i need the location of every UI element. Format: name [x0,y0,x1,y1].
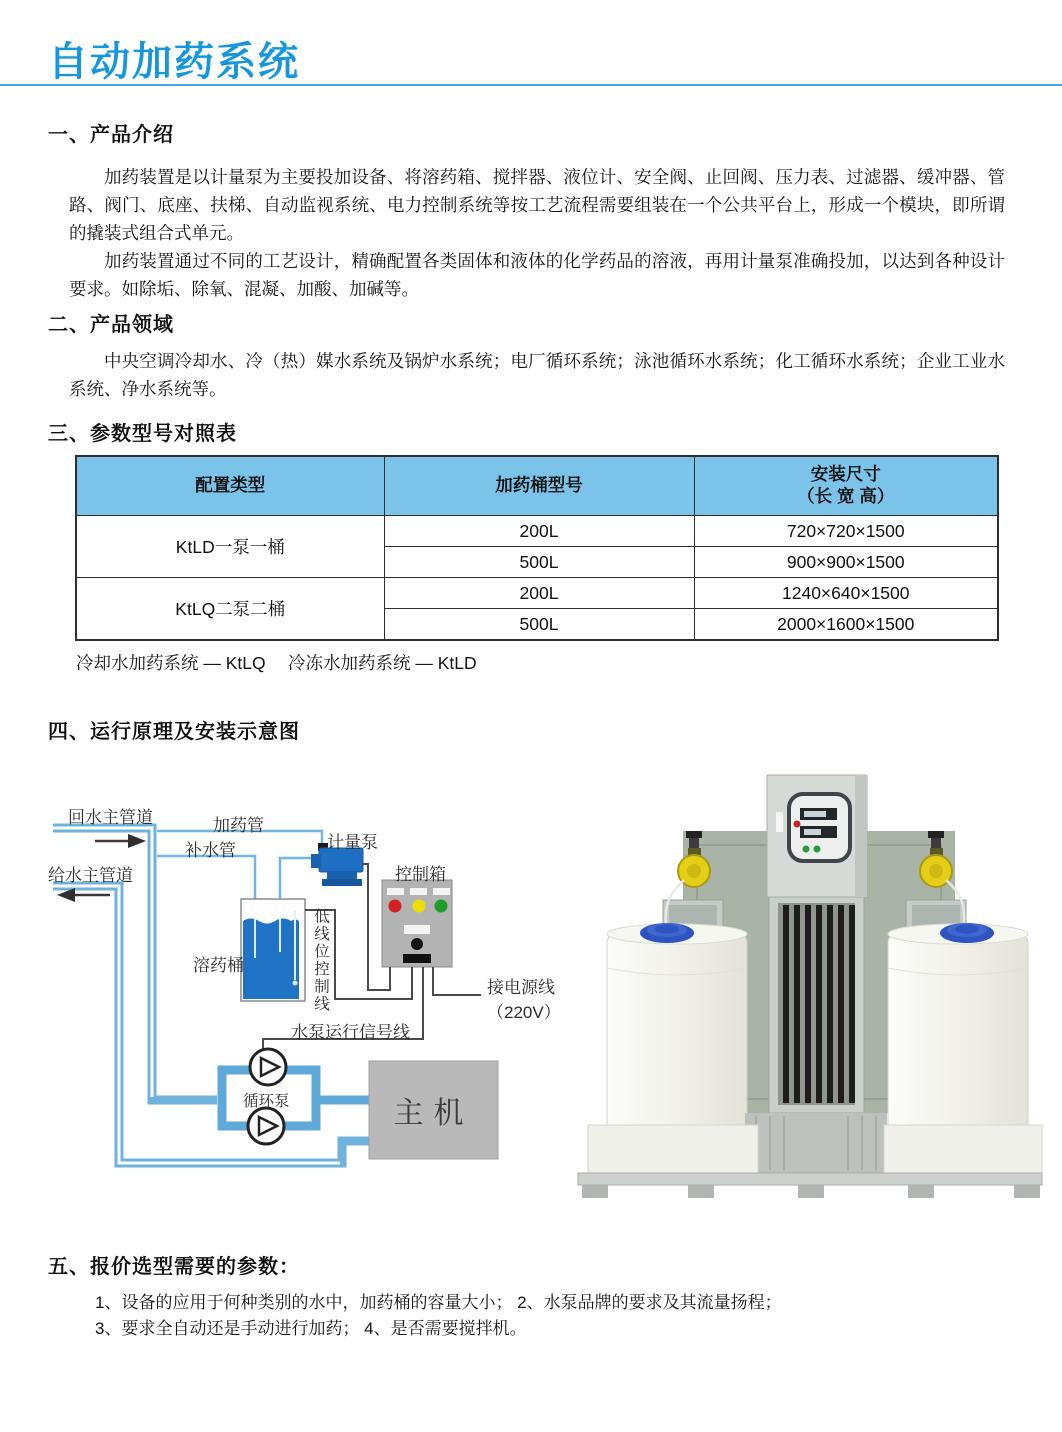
table-row [76,516,998,547]
section5-line-1: 1、设备的应用于何种类别的水中，加药桶的容量大小； 2、水泵品牌的要求及其流量扬程； [95,1293,782,1312]
cell-model: 500L [384,547,694,578]
label-supply-main: 给水主管道 [48,866,133,885]
cell-size: 720×720×1500 [694,516,998,547]
label-low-level-line: 低线位控制线 [312,908,329,1013]
spec-table-header-row [76,456,998,516]
header-tank-model: 加药桶型号 [384,456,694,516]
indicator-red [389,900,402,913]
title-divider [0,84,1062,86]
spec-table [75,455,999,641]
indicator-green [435,900,448,913]
label-power-line [487,975,561,1025]
dissolving-tank [241,899,305,1001]
label-metering-pump: 计量泵 [327,833,378,852]
section2-heading: 二、产品领域 [48,314,174,336]
label-makeup-pipe: 补水管 [185,841,236,860]
header-install-size [694,456,998,516]
control-box [382,880,452,967]
cell-size: 2000×1600×1500 [694,609,998,641]
photo-control-cabinet [767,775,867,897]
label-power-line-1: 接电源线 [487,978,555,997]
header-config-type: 配置类型 [76,456,384,516]
section5-heading: 五、报价选型需要的参数： [48,1256,300,1278]
cell-size: 1240×640×1500 [694,578,998,609]
cell-config-type: KtLQ二泵二桶 [76,578,384,641]
section2-paragraph-1: 中央空调冷却水、冷（热）媒水系统及锅炉水系统；电厂循环系统；泳池循环水系统；化工循环水系统；企业工业水系统、净水系统等。 [69,351,1005,399]
cell-model: 200L [384,516,694,547]
label-circulation-pump: 循环泵 [243,1093,290,1110]
label-main-unit: 主机 [393,1097,474,1130]
flow-arrow-right-icon [128,834,146,848]
label-dissolving-tank: 溶药桶 [193,956,244,975]
tank-liquid [243,919,299,1000]
control-knob [411,938,423,950]
section1-paragraph-1: 加药装置是以计量泵为主要投加设备、将溶药箱、搅拌器、液位计、安全阀、止回阀、压力表、过滤器、缓冲器、管路、阀门、底座、扶梯、自动监视系统、电力控制系统等按工艺流程需要组装在一个公共平台上，形成一个模块，即所谓的撬装式组合式单元。 [69,167,1005,243]
label-power-line-2: （220V） [487,1003,561,1022]
section2-body [69,347,1005,403]
label-return-main: 回水主管道 [68,808,153,827]
label-dosing-pipe: 加药管 [213,816,264,835]
section1-paragraph-2: 加药装置通过不同的工艺设计，精确配置各类固体和液体的化学药品的溶液，再用计量泵准确投加，以达到各种设计要求。如除垢、除氧、混凝、加酸、加碱等。 [69,251,1005,299]
label-pump-signal-line: 水泵运行信号线 [291,1023,410,1042]
equipment-photo [578,775,1042,1198]
cell-config-type: KtLD一泵一桶 [76,516,384,578]
cell-size: 900×900×1500 [694,547,998,578]
section5-body [95,1290,995,1342]
header-install-size-line1: 安装尺寸 [810,464,881,485]
table-row [76,578,998,609]
page-title: 自动加药系统 [48,40,300,84]
section1-heading: 一、产品介绍 [48,124,174,146]
section1-body [69,163,1005,303]
photo-center-column [769,896,864,1113]
indicator-yellow [413,900,426,913]
model-code-note: 冷却水加药系统 — KtLQ 冷冻水加药系统 — KtLD [76,653,477,673]
section3-heading: 三、参数型号对照表 [48,423,237,445]
label-control-box: 控制箱 [395,865,446,884]
header-install-size-line2: （长 宽 高） [797,486,895,506]
power-supply-wire [433,967,481,995]
section4-heading: 四、运行原理及安装示意图 [48,721,300,743]
photo-base [578,1113,1042,1198]
cell-model: 500L [384,609,694,641]
section5-line-2: 3、要求全自动还是手动进行加药； 4、是否需要搅拌机。 [95,1319,527,1338]
cell-model: 200L [384,578,694,609]
